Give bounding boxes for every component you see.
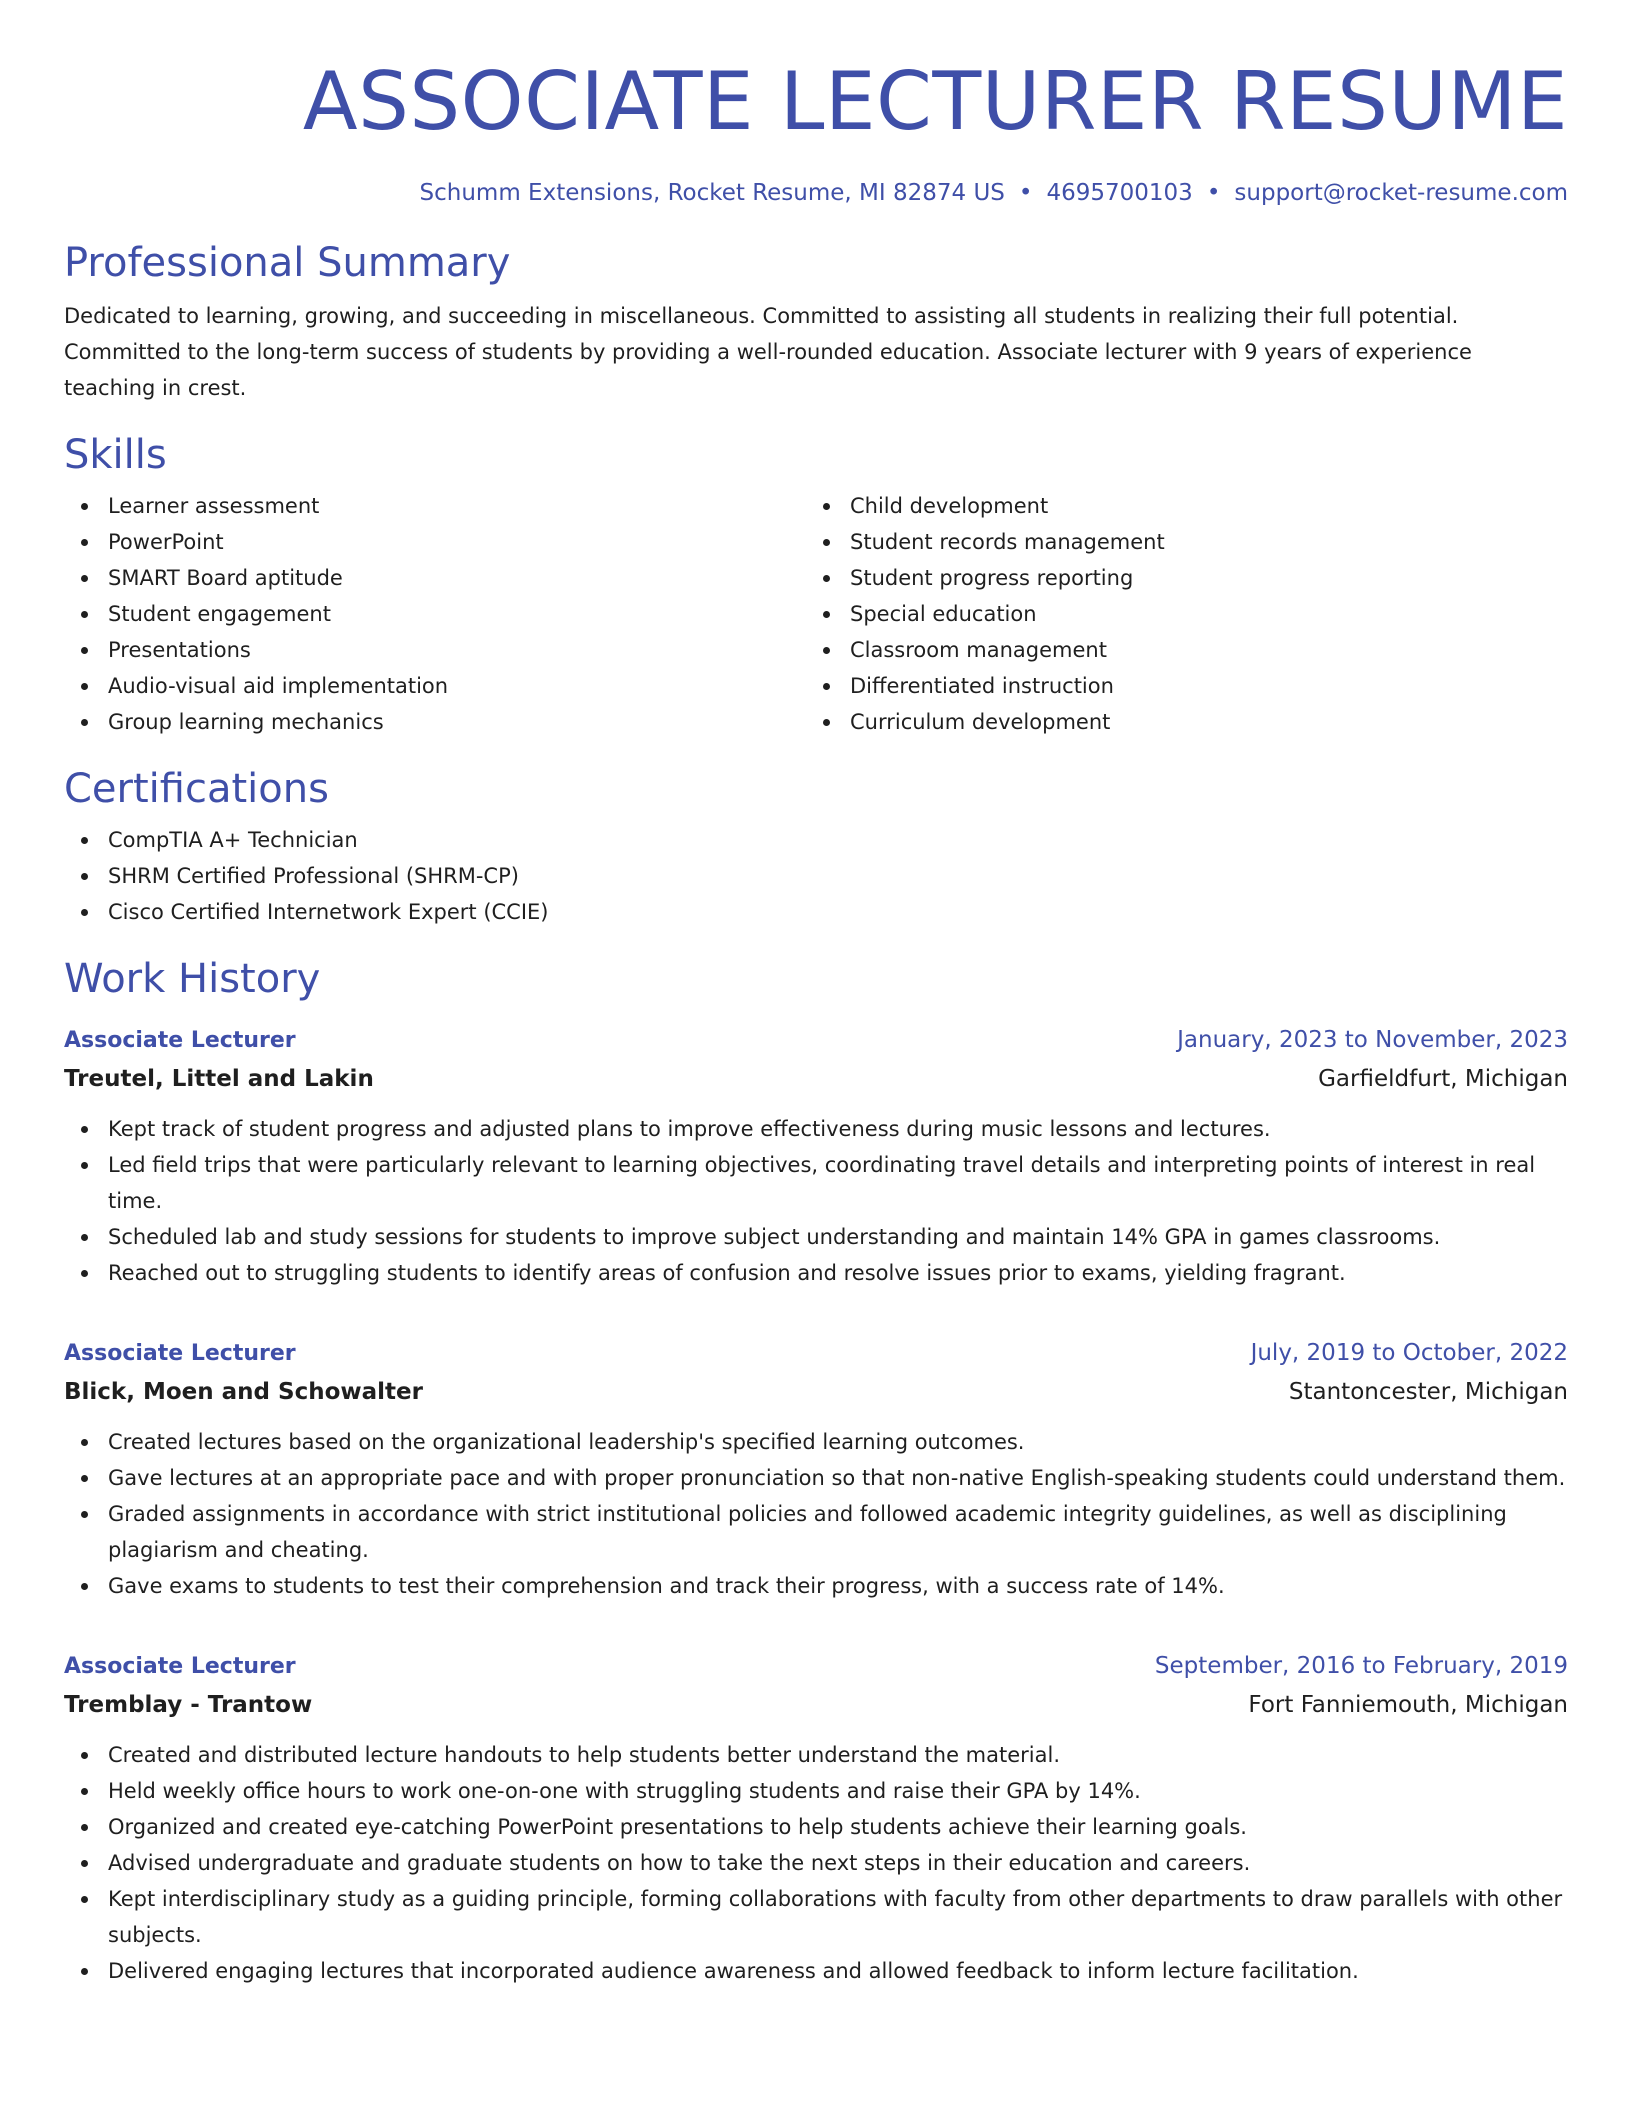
job-company-row: [64, 1059, 1568, 1099]
contact-email: support@rocket-resume.com: [1234, 180, 1568, 206]
job-location: Stantoncester, Michigan: [1288, 1379, 1568, 1405]
work-history-section: [64, 954, 1568, 1989]
skill-item: Classroom management: [850, 632, 1548, 668]
skill-item: PowerPoint: [108, 524, 806, 560]
job-bullet: Led field trips that were particularly relevant to learning objectives, coordinating travel details and interpreting points of interest in real time.: [108, 1147, 1568, 1219]
job-bullet: Kept track of student progress and adjusted plans to improve effectiveness during music lessons and lectures.: [108, 1111, 1568, 1147]
skills-grid: [64, 488, 1568, 740]
job-dates: January, 2023 to November, 2023: [1177, 1027, 1568, 1053]
job-title: Associate Lecturer: [64, 1341, 296, 1366]
job-bullet: Created and distributed lecture handouts to help students better understand the material.: [108, 1737, 1568, 1773]
certifications-section: [64, 764, 1568, 930]
contact-line: [64, 178, 1568, 208]
skill-item: Child development: [850, 488, 1548, 524]
skill-item: Curriculum development: [850, 704, 1548, 740]
certification-item: Cisco Certified Internetwork Expert (CCIE): [108, 894, 1568, 930]
job-location: Garfieldfurt, Michigan: [1318, 1066, 1568, 1092]
job-title-row: [64, 1648, 1568, 1685]
job-company: Treutel, Littel and Lakin: [64, 1066, 374, 1092]
skills-heading: Skills: [64, 432, 167, 478]
job-bullet: Kept interdisciplinary study as a guiding principle, forming collaborations with faculty from other departments to draw parallels with other subjects.: [108, 1881, 1568, 1953]
skill-item: Differentiated instruction: [850, 668, 1548, 704]
resume-page: [64, 0, 1568, 1989]
job-bullet: Advised undergraduate and graduate students on how to take the next steps in their education and careers.: [108, 1845, 1568, 1881]
contact-separator: •: [1206, 180, 1221, 206]
job-bullet: Scheduled lab and study sessions for students to improve subject understanding and maintain 14% GPA in games classrooms.: [108, 1219, 1568, 1255]
job-bullet: Delivered engaging lectures that incorporated audience awareness and allowed feedback to inform lecture facilitation.: [108, 1953, 1568, 1989]
job-bullet: Gave exams to students to test their comprehension and track their progress, with a success rate of 14%.: [108, 1568, 1568, 1604]
resume-header: [64, 0, 1568, 208]
job-company: Tremblay - Trantow: [64, 1692, 313, 1718]
skills-list-left: [64, 488, 806, 740]
job-location: Fort Fanniemouth, Michigan: [1248, 1692, 1568, 1718]
skill-item: Student progress reporting: [850, 560, 1548, 596]
work-history-heading: Work History: [64, 956, 321, 1002]
job-bullet: Graded assignments in accordance with strict institutional policies and followed academic integrity guidelines, as well as disciplining plagiarism and cheating.: [108, 1496, 1568, 1568]
job-bullet: Gave lectures at an appropriate pace and with proper pronunciation so that non-native English-speaking students could understand them.: [108, 1460, 1568, 1496]
certifications-list: [64, 822, 1568, 930]
job-company: Blick, Moen and Schowalter: [64, 1379, 423, 1405]
job-bullet: Held weekly office hours to work one-on-one with struggling students and raise their GPA by 14%.: [108, 1773, 1568, 1809]
contact-phone: 4695700103: [1046, 180, 1193, 206]
job-company-row: [64, 1372, 1568, 1412]
contact-separator: •: [1018, 180, 1033, 206]
job-dates: July, 2019 to October, 2022: [1250, 1340, 1568, 1366]
skill-item: SMART Board aptitude: [108, 560, 806, 596]
skill-item: Student records management: [850, 524, 1548, 560]
job-bullets: [64, 1737, 1568, 1989]
job-title: Associate Lecturer: [64, 1654, 296, 1679]
skill-item: Learner assessment: [108, 488, 806, 524]
summary-text: Dedicated to learning, growing, and succeeding in miscellaneous. Committed to assisting all students in realizing their full potential. Committed to the long-term success of students by providing a well-rounded education. Associate lecturer with 9 years of experience teaching in crest.: [64, 304, 1472, 400]
summary-heading: Professional Summary: [64, 240, 511, 286]
job-bullet: Organized and created eye-catching PowerPoint presentations to help students achieve their learning goals.: [108, 1809, 1568, 1845]
job-bullet: Reached out to struggling students to identify areas of confusion and resolve issues prior to exams, yielding fragrant.: [108, 1255, 1568, 1291]
job-entry: [64, 1022, 1568, 1291]
summary-section: [64, 238, 1568, 406]
job-bullet: Created lectures based on the organizational leadership's specified learning outcomes.: [108, 1424, 1568, 1460]
skills-column-right: [806, 488, 1548, 740]
certification-item: CompTIA A+ Technician: [108, 822, 1568, 858]
page-title: ASSOCIATE LECTURER RESUME: [302, 55, 1568, 148]
job-title-row: [64, 1022, 1568, 1059]
skill-item: Audio-visual aid implementation: [108, 668, 806, 704]
job-entry: [64, 1335, 1568, 1604]
skills-section: [64, 430, 1568, 740]
certifications-heading: Certifications: [64, 766, 329, 812]
skills-column-left: [64, 488, 806, 740]
skills-list-right: [806, 488, 1548, 740]
job-bullets: [64, 1111, 1568, 1291]
job-bullets: [64, 1424, 1568, 1604]
certification-item: SHRM Certified Professional (SHRM-CP): [108, 858, 1568, 894]
job-title-row: [64, 1335, 1568, 1372]
job-dates: September, 2016 to February, 2019: [1154, 1653, 1568, 1679]
skill-item: Presentations: [108, 632, 806, 668]
skill-item: Student engagement: [108, 596, 806, 632]
skill-item: Group learning mechanics: [108, 704, 806, 740]
skill-item: Special education: [850, 596, 1548, 632]
job-title: Associate Lecturer: [64, 1028, 296, 1053]
contact-address: Schumm Extensions, Rocket Resume, MI 82874 US: [419, 180, 1005, 206]
job-entry: [64, 1648, 1568, 1989]
job-company-row: [64, 1685, 1568, 1725]
